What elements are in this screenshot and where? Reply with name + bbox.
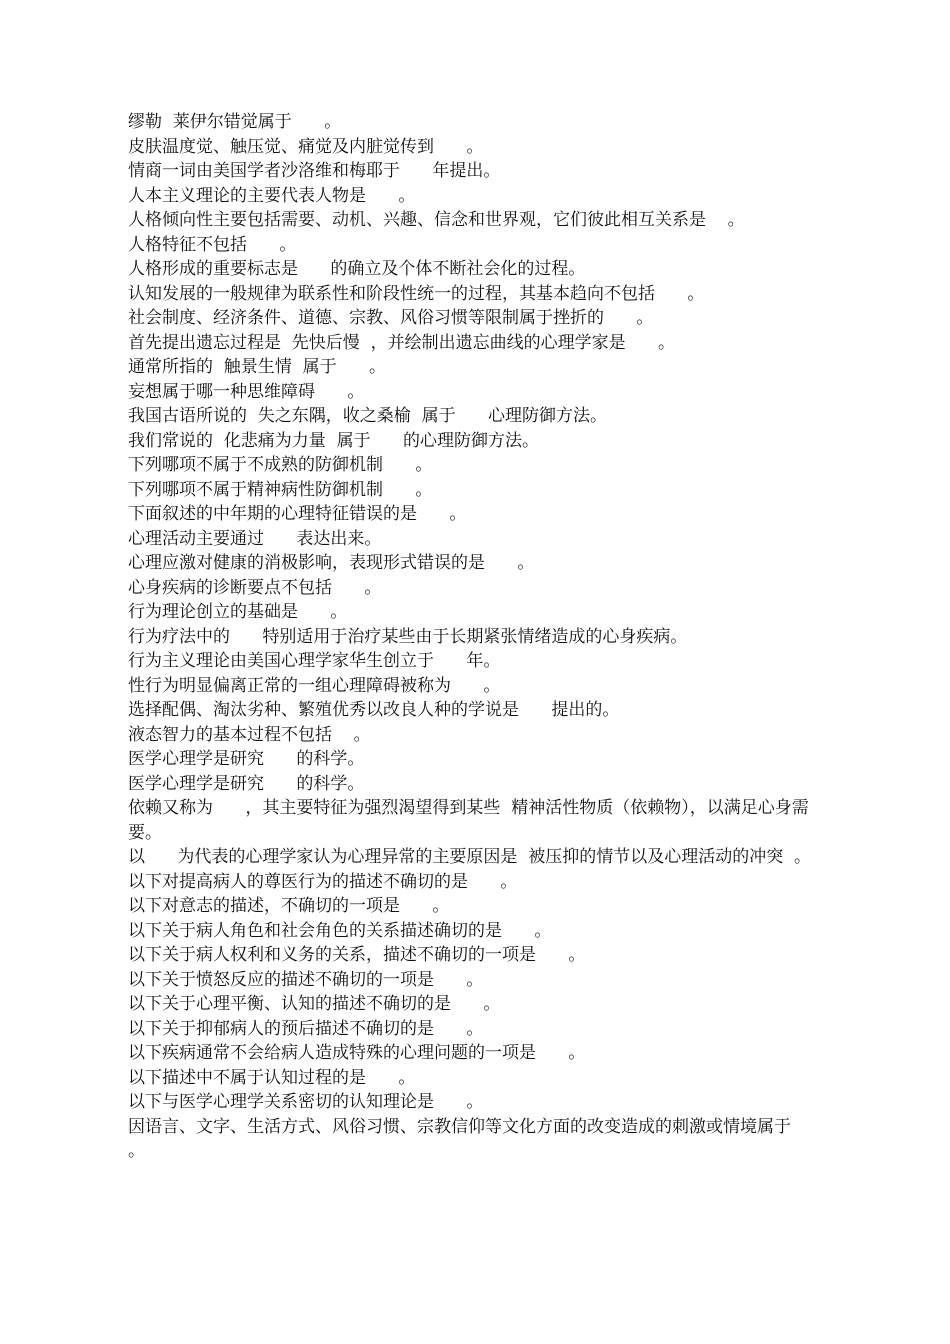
question-line: 以下对意志的描述，不确切的一项是 。 bbox=[128, 896, 450, 916]
question-line: 以下关于病人权利和义务的关系，描述不确切的一项是 。 bbox=[128, 945, 586, 965]
question-line: 心理应激对健康的消极影响，表现形式错误的是 。 bbox=[128, 553, 535, 573]
question-line: 人格特征不包括 。 bbox=[128, 234, 297, 255]
question-line: 以下关于愤怒反应的描述不确切的一项是 。 bbox=[128, 969, 484, 990]
question-line: 人格倾向性主要包括需要、动机、兴趣、信念和世界观，它们彼此相互关系是 。 bbox=[128, 210, 745, 230]
question-list bbox=[128, 110, 840, 1164]
question-line: 情商一词由美国学者沙洛维和梅耶于 年提出。 bbox=[128, 161, 501, 181]
question-line: 以下对提高病人的尊医行为的描述不确切的是 。 bbox=[128, 871, 518, 892]
question-line: 人本主义理论的主要代表人物是 。 bbox=[128, 185, 416, 206]
question-line: 心理活动主要通过 表达出来。 bbox=[128, 528, 382, 549]
question-line: 我们常说的 化悲痛为力量 属于 的心理防御方法。 bbox=[128, 430, 540, 451]
question-line: 以下关于抑郁病人的预后描述不确切的是 。 bbox=[128, 1018, 484, 1039]
question-line: 下面叙述的中年期的心理特征错误的是 。 bbox=[128, 504, 467, 524]
question-line: 选择配偶、淘汰劣种、繁殖优秀以改良人种的学说是 提出的。 bbox=[128, 700, 620, 720]
question-line: 依赖又称为 ，其主要特征为强烈渴望得到某些 精神活性物质（依赖物），以满足心身需要。 bbox=[128, 798, 809, 843]
question-line: 人格形成的重要标志是 的确立及个体不断社会化的过程。 bbox=[128, 259, 586, 279]
question-line: 社会制度、经济条件、道德、宗教、风俗习惯等限制属于挫折的 。 bbox=[128, 308, 654, 328]
question-line: 以下疾病通常不会给病人造成特殊的心理问题的一项是 。 bbox=[128, 1043, 586, 1063]
question-line: 医学心理学是研究 的科学。 bbox=[128, 749, 365, 769]
question-line: 行为主义理论由美国心理学家华生创立于 年。 bbox=[128, 651, 501, 671]
question-line: 皮肤温度觉、触压觉、痛觉及内脏觉传到 。 bbox=[128, 136, 484, 157]
question-line: 心身疾病的诊断要点不包括 。 bbox=[128, 577, 382, 598]
question-line: 以下描述中不属于认知过程的是 。 bbox=[128, 1067, 416, 1088]
question-line: 缪勒 莱伊尔错觉属于 。 bbox=[128, 112, 342, 132]
question-line: 认知发展的一般规律为联系性和阶段性统一的过程，其基本趋向不包括 。 bbox=[128, 283, 705, 304]
question-line: 妄想属于哪一种思维障碍 。 bbox=[128, 381, 365, 402]
question-line: 以下关于心理平衡、认知的描述不确切的是 。 bbox=[128, 994, 501, 1014]
question-line: 我国古语所说的 失之东隅，收之桑榆 属于 心理防御方法。 bbox=[128, 406, 608, 426]
question-line: 下列哪项不属于精神病性防御机制 。 bbox=[128, 479, 433, 500]
question-line: 首先提出遗忘过程是 先快后慢 ，并绘制出遗忘曲线的心理学家是 。 bbox=[128, 332, 676, 353]
question-line: 下列哪项不属于不成熟的防御机制 。 bbox=[128, 455, 433, 475]
question-line: 以下关于病人角色和社会角色的关系描述确切的是 。 bbox=[128, 920, 552, 941]
question-line: 行为疗法中的 特别适用于治疗某些由于长期紧张情绪造成的心身疾病。 bbox=[128, 626, 688, 647]
question-line: 行为理论创立的基础是 。 bbox=[128, 602, 348, 622]
question-line: 医学心理学是研究 的科学。 bbox=[128, 773, 365, 794]
question-line: 液态智力的基本过程不包括 。 bbox=[128, 724, 371, 745]
question-line: 以下与医学心理学关系密切的认知理论是 。 bbox=[128, 1092, 484, 1112]
question-line: 通常所指的 触景生情 属于 。 bbox=[128, 357, 387, 377]
question-line: 因语言、文字、生活方式、风俗习惯、宗教信仰等文化方面的改变造成的刺激或情境属于 。 bbox=[128, 1116, 824, 1161]
question-line: 性行为明显偏离正常的一组心理障碍被称为 。 bbox=[128, 675, 501, 696]
question-line: 以 为代表的心理学家认为心理异常的主要原因是 被压抑的情节以及心理活动的冲突 。 bbox=[128, 847, 812, 867]
